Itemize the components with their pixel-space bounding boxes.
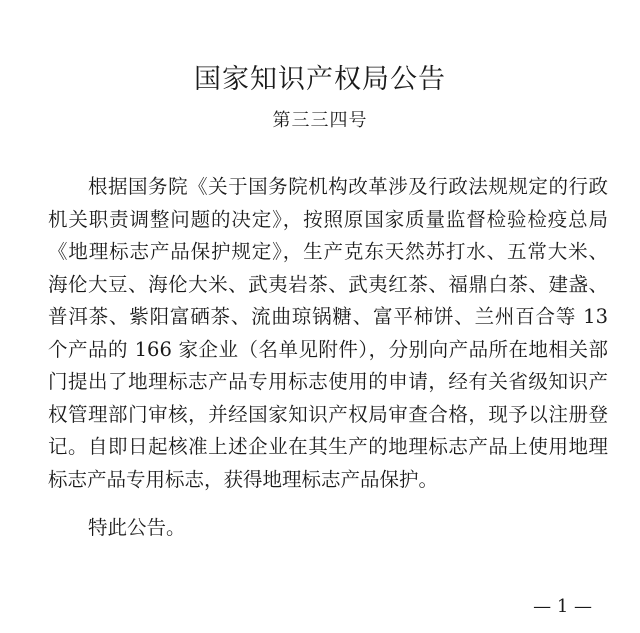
body-line: 机关职责调整问题的决定》，按照原国家质量监督检验检疫总局 [48, 207, 608, 231]
body-line: 普洱茶、紫阳富硒茶、流曲琼锅糖、富平柿饼、兰州百合等 13 [48, 305, 608, 328]
announcement-body [48, 171, 608, 496]
body-line: 根据国务院《关于国务院机构改革涉及行政法规规定的行政 [88, 175, 608, 198]
closing-statement: 特此公告。 [88, 516, 186, 539]
body-line: 权管理部门审核，并经国家知识产权局审查合格，现予以注册登 [48, 402, 608, 426]
body-line: 记。自即日起核准上述企业在其生产的地理标志产品上使用地理 [48, 435, 608, 458]
body-line: 《地理标志产品保护规定》，生产克东天然苏打水、五常大米、 [48, 240, 608, 263]
page-title: 国家知识产权局公告 [194, 64, 446, 95]
body-line: 海伦大豆、海伦大米、武夷岩茶、武夷红茶、福鼎白茶、建盏、 [48, 272, 608, 296]
body-line: 门提出了地理标志产品专用标志使用的申请，经有关省级知识产 [48, 370, 608, 393]
body-line: 个产品的 166 家企业（名单见附件），分别向产品所在地相关部 [48, 337, 608, 361]
body-line: 标志产品专用标志，获得地理标志产品保护。 [48, 467, 439, 491]
page-number: — 1 — [533, 596, 592, 617]
document-number: 第三三四号 [272, 110, 368, 131]
